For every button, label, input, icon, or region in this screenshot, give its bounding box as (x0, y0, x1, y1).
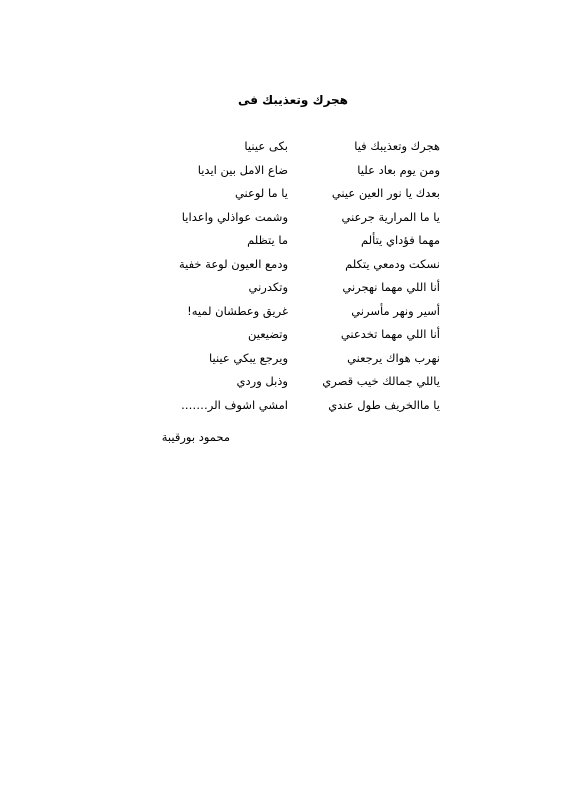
poem-verse-first-half: ومن يوم بعاد عليا (357, 162, 440, 177)
poem-verse-first-half: ياللي جمالك خيب قصري (322, 374, 440, 388)
poem-verse-first-half: بعدك يا نور العين عيني (331, 186, 440, 200)
poem-verse-first-half: هجرك وتعذيبك فيا (354, 139, 440, 153)
poem-verse-second-half: وتكدرني (248, 280, 288, 294)
poem-verse-second-half: ودمع العيون لوعة خفية (178, 256, 288, 271)
poem-verse-first-half: يا ماالخريف طول عندي (328, 397, 440, 412)
poem-line (150, 183, 440, 207)
poem-verse-second-half: ويرجع يبكي عينيا (208, 350, 288, 365)
poem-line (150, 160, 440, 184)
poem-title: هجرك وتعذيبك فى (237, 93, 349, 107)
poem-verse-second-half: غريق وعطشان لميه! (187, 303, 288, 318)
poem-line (150, 136, 440, 160)
poem-verse-first-half: أنا اللي مهما نهجرني (342, 280, 440, 294)
poem-line (150, 277, 440, 301)
poem-line (150, 324, 440, 348)
poem-line (150, 348, 440, 372)
poem-verse-second-half: وذبل وردي (236, 374, 288, 388)
poem-verse-first-half: أسير ونهر مأسرني (351, 303, 440, 318)
poem-line (150, 371, 440, 395)
poem-verse-first-half: يا ما المرارية جرعني (341, 209, 440, 224)
poem-verse-second-half: يا ما لوعني (234, 186, 288, 200)
poem-verse-second-half: ضاع الامل بين ايديا (197, 162, 288, 177)
poem-body (150, 136, 440, 418)
poem-verse-first-half: أنا اللي مهما تخدعني (340, 327, 440, 341)
poem-line (150, 230, 440, 254)
poem-line (150, 301, 440, 325)
poem-verse-second-half: امشي اشوف الر……. (181, 397, 288, 412)
poem-verse-second-half: بكى عينيا (244, 139, 288, 153)
poem-verse-first-half: مهما فؤداي يتألم (360, 233, 440, 247)
poem-verse-second-half: ما يتظلم (247, 233, 288, 247)
poem-line (150, 254, 440, 278)
poem-line (150, 207, 440, 231)
poem-verse-first-half: نهرب هواك يرجعني (347, 350, 440, 365)
poem-line (150, 395, 440, 419)
poem-verse-second-half: وتضيعين (248, 327, 288, 341)
poem-verse-first-half: نسكت ودمعي يتكلم (345, 256, 440, 271)
poem-verse-second-half: وشمت عواذلي واعدايا (181, 209, 288, 224)
poem-author: محمود بورقيبة (161, 430, 230, 444)
